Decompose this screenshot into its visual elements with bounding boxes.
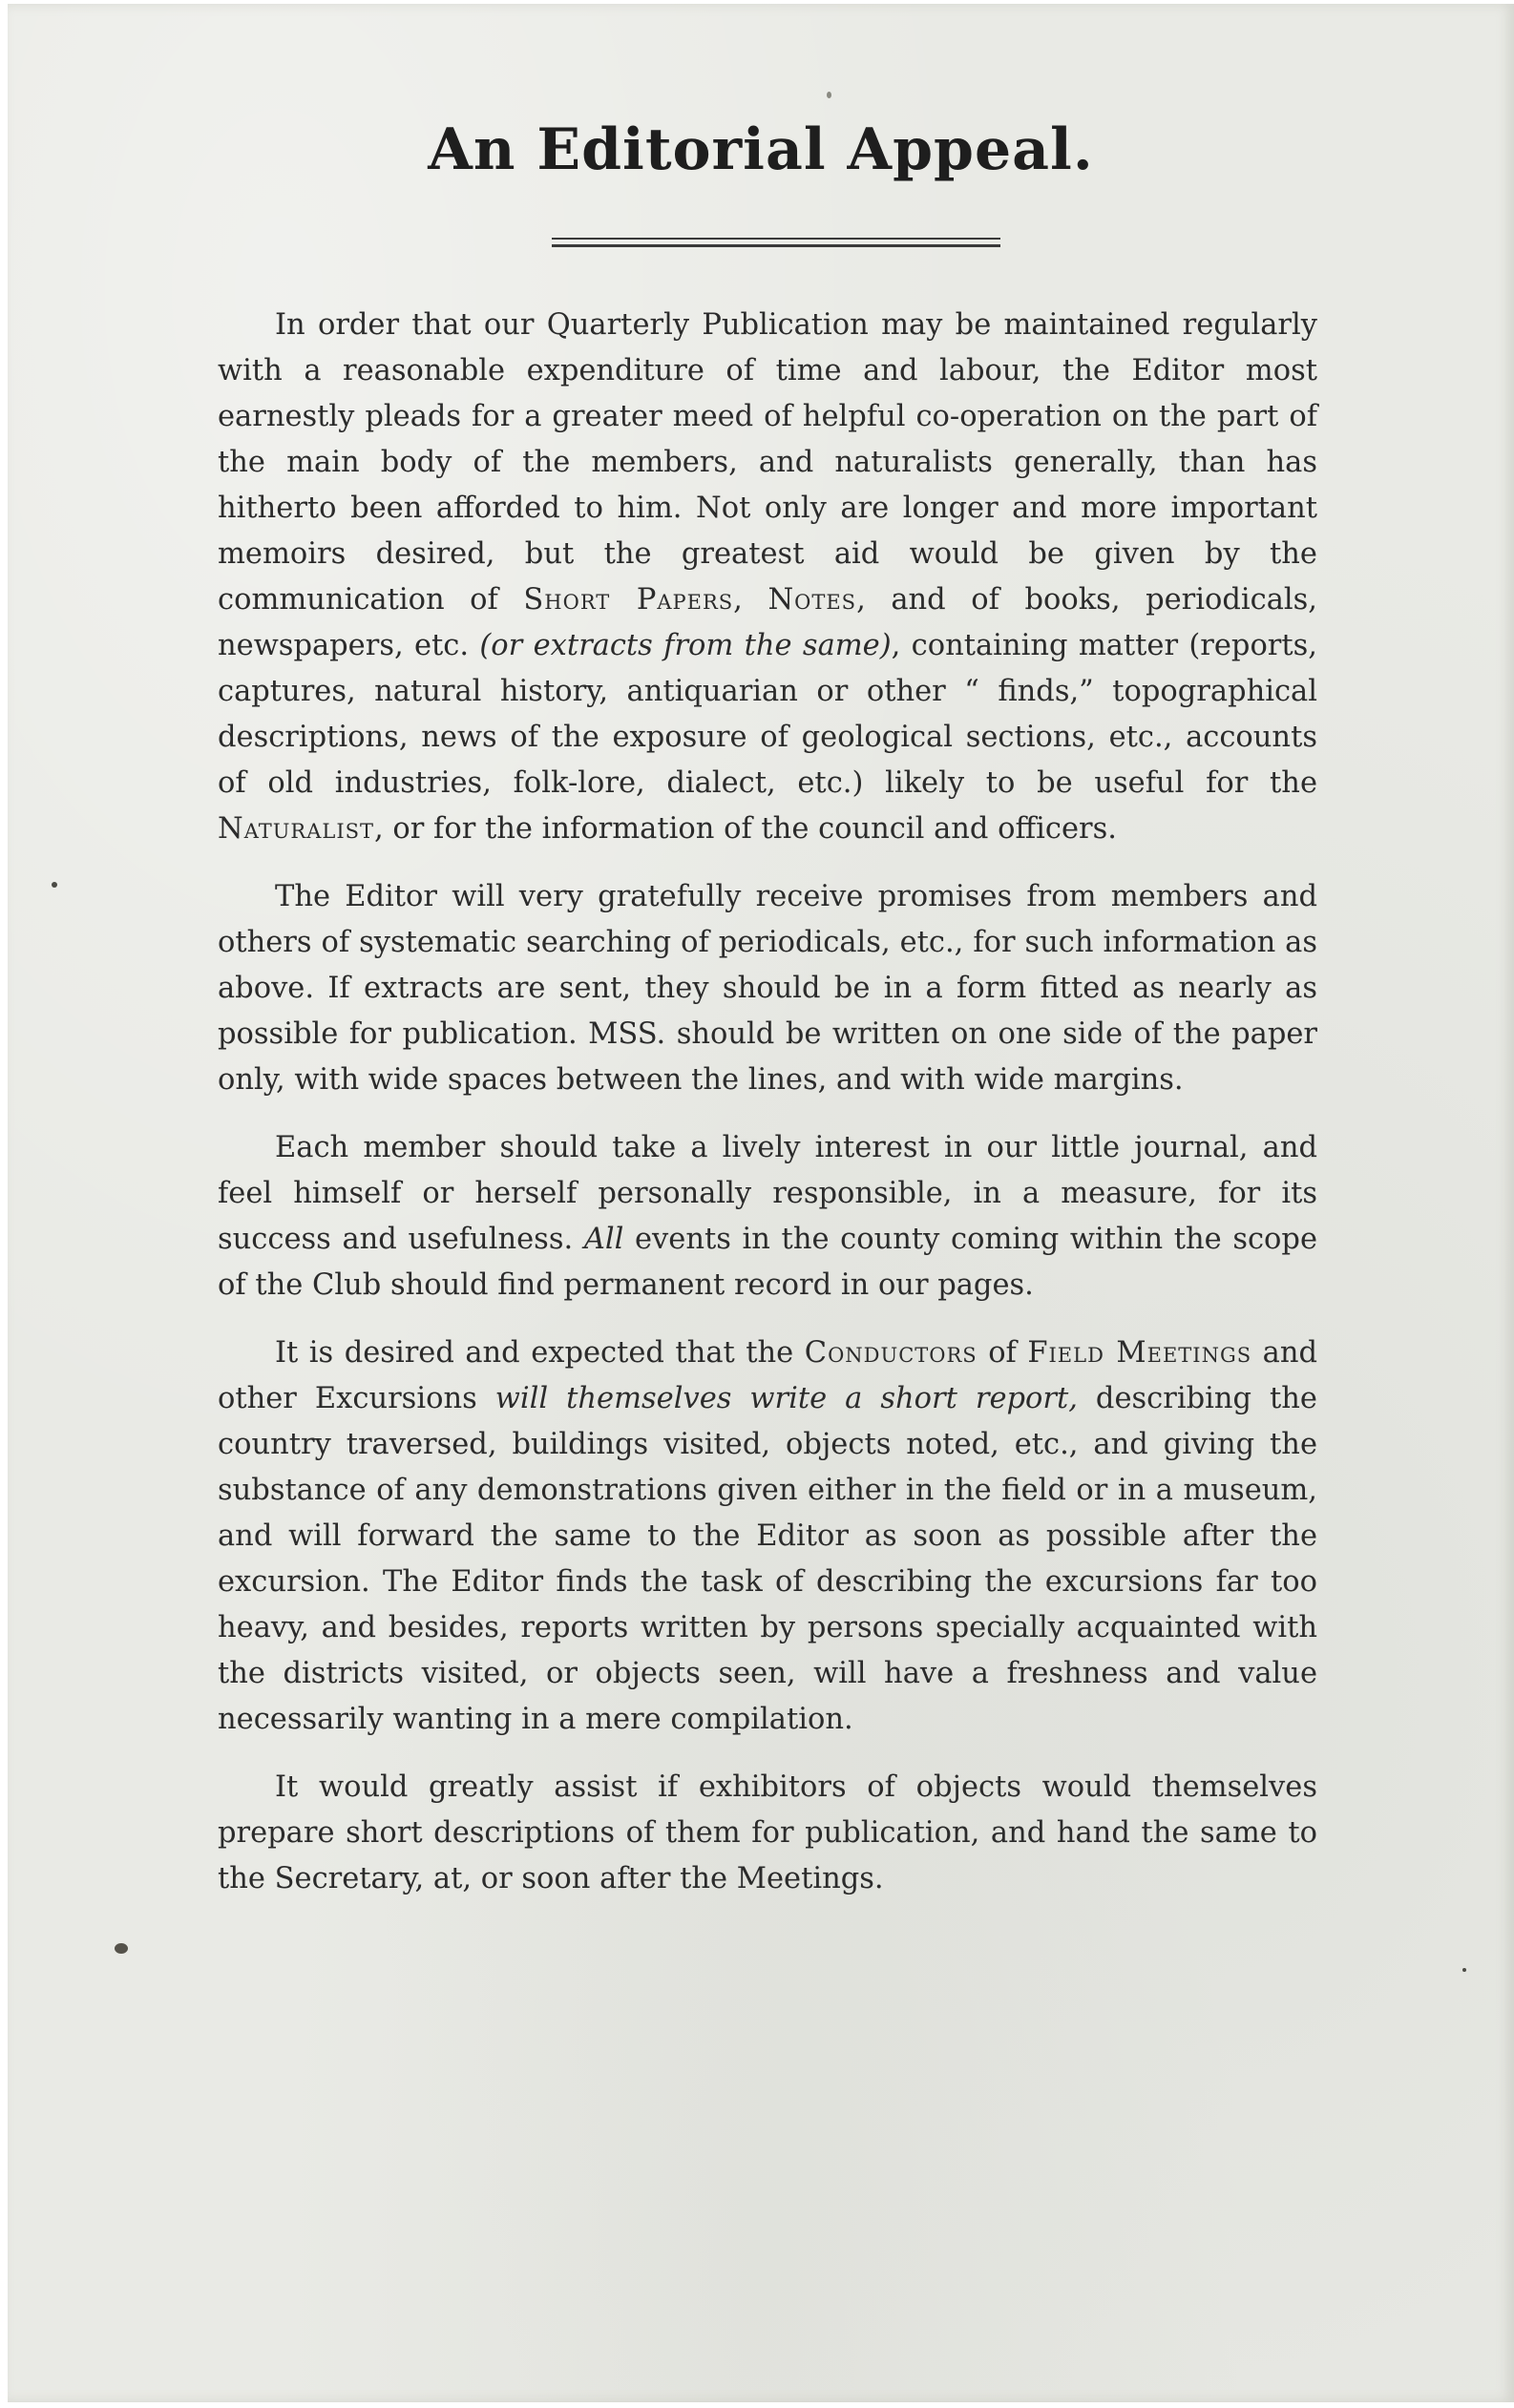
paper-speck [52,882,57,888]
paragraph-4 [218,1330,1317,1743]
paragraph-5: It would greatly assist if exhibitors of objects would themselves prepare short descriptions of them for publication, and hand the same to the Secretary, at, or soon after the Meetings. [218,1770,1317,1895]
field-meetings-term: Field Meetings [1027,1336,1252,1370]
short-report-italic: will themselves write a short report, [494,1382,1078,1415]
page-title: An Editorial Appeal. [428,116,1094,183]
paragraph-3 [218,1125,1317,1309]
paragraph-1-text-e: , or for the information of the council and officers. [374,812,1117,846]
short-papers-term: Short Papers [523,583,734,617]
naturalist-term: Naturalist [218,812,375,846]
paragraph-1-text-b: , [733,583,768,617]
all-italic: All [583,1223,624,1256]
title-rule-lower [552,244,1000,247]
paragraph-1-text-c: , and of books, periodicals, newspapers, etc. [218,583,1318,662]
paragraph-4-text-d: describing the country traversed, buildings visited, objects noted, etc., and giving the substance of any demonstrations given either in the field or in a museum, and will forward the same to the Editor as soon as possible after the excursion. The Editor finds the task of describing the excursions far too heavy, and besides, reports written by persons specially acquainted with the districts visited, or objects seen, will have a freshness and value necessarily wanting in a mere compilation. [218,1382,1317,1736]
paragraph-4-text-c: and other Excursions [218,1336,1318,1415]
document-page [8,4,1514,2402]
extracts-italic: (or extracts from the same) [479,629,892,662]
paragraph-4-text-b: of [977,1336,1028,1370]
notes-term: Notes [768,583,857,617]
paragraph-1-text-d: , containing matter (reports, captures, natural history, antiquarian or other “ finds,” topographical descriptions, news of the exposure of geological sections, etc., accounts of old industries, folk-lore, dialect, etc.) likely to be useful for the [218,629,1317,800]
paragraph-3-text-a: Each member should take a lively interest in our little journal, and feel himself or herself personally responsible, in a measure, for its success and usefulness. [218,1131,1317,1256]
paragraph-1-text-a: In order that our Quarterly Publication may be maintained regularly with a reasonable expenditure of time and labour, the Editor most earnestly pleads for a greater meed of helpful co-operation on the part of the main body of the members, and naturalists generally, than has hitherto been afforded to him. Not only are longer and more important memoirs desired, but the greatest aid would be given by the communication of [218,308,1317,617]
conductors-term: Conductors [804,1336,978,1370]
paragraph-4-text-a: It is desired and expected that the [275,1336,805,1370]
paper-speck [1462,1968,1466,1972]
paragraph-1 [218,303,1317,852]
paper-speck [115,1943,128,1954]
paragraph-3-text-b: events in the county coming within the scope of the Club should find permanent record in our pages. [218,1223,1317,1302]
title-rule-upper [552,238,1000,240]
paragraph-2: The Editor will very gratefully receive promises from members and others of systematic searching of periodicals, etc., for such information as above. If extracts are sent, they should be in a form fitted as nearly as possible for publication. MSS. should be written on one side of the paper only, with wide spaces between the lines, and with wide margins. [218,880,1317,1097]
article-body [218,303,1317,1924]
paper-speck [827,92,831,98]
